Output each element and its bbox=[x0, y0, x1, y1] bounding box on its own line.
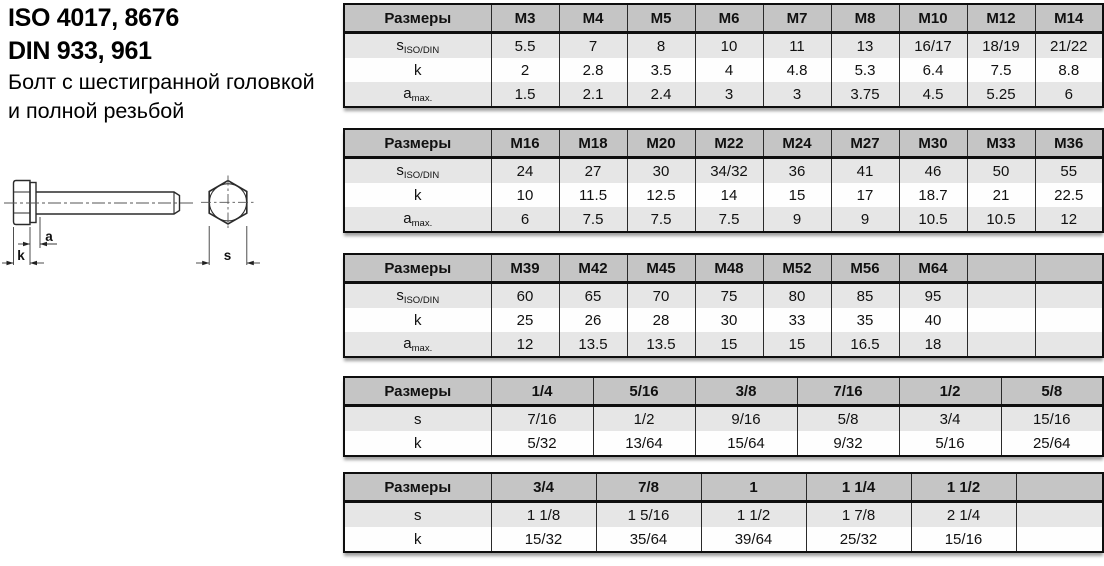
row-label-cell bbox=[344, 308, 491, 332]
table-row bbox=[344, 58, 1103, 82]
value-cell: 9 bbox=[831, 207, 899, 232]
value-cell: 11.5 bbox=[559, 183, 627, 207]
table-row bbox=[344, 183, 1103, 207]
row-label-cell bbox=[344, 33, 491, 59]
value-cell: 3 bbox=[695, 82, 763, 107]
value-cell: 40 bbox=[899, 308, 967, 332]
value-cell: 85 bbox=[831, 283, 899, 309]
row-label-cell bbox=[344, 207, 491, 232]
value-cell: 36 bbox=[763, 158, 831, 184]
thread-size-header-cell: M36 bbox=[1035, 129, 1103, 158]
value-cell: 13 bbox=[831, 33, 899, 59]
value-cell: 3.75 bbox=[831, 82, 899, 107]
value-cell: 15/64 bbox=[695, 431, 797, 456]
dimension-label-a: a bbox=[45, 229, 53, 244]
value-cell: 10 bbox=[695, 33, 763, 59]
value-cell: 8.8 bbox=[1035, 58, 1103, 82]
value-cell bbox=[1035, 283, 1103, 309]
thread-size-header-cell: M42 bbox=[559, 254, 627, 283]
value-cell: 65 bbox=[559, 283, 627, 309]
row-label-cell bbox=[344, 158, 491, 184]
value-cell: 2 bbox=[491, 58, 559, 82]
din-standard-title: DIN 933, 961 bbox=[8, 37, 152, 65]
thread-size-header-cell: 1/4 bbox=[491, 377, 593, 406]
value-cell: 34/32 bbox=[695, 158, 763, 184]
table-row bbox=[344, 158, 1103, 184]
row-label-cell bbox=[344, 527, 491, 552]
table-row bbox=[344, 502, 1103, 528]
dimension-label-s: s bbox=[223, 248, 232, 263]
table-row bbox=[344, 527, 1103, 552]
value-cell: 14 bbox=[695, 183, 763, 207]
table-row bbox=[344, 332, 1103, 357]
dimension-tables bbox=[343, 0, 1104, 566]
thread-size-header-cell: M3 bbox=[491, 4, 559, 33]
thread-size-header-cell: M45 bbox=[627, 254, 695, 283]
thread-size-header-cell: M18 bbox=[559, 129, 627, 158]
row-label: k bbox=[414, 61, 422, 79]
dimension-lines bbox=[2, 217, 260, 265]
description-line-1: Болт с шестигранной головкой bbox=[8, 70, 315, 94]
value-cell: 6 bbox=[1035, 82, 1103, 107]
size-header-cell: Размеры bbox=[344, 129, 491, 158]
value-cell: 50 bbox=[967, 158, 1035, 184]
row-label: a bbox=[403, 209, 412, 227]
row-label-cell bbox=[344, 82, 491, 107]
value-cell: 75 bbox=[695, 283, 763, 309]
table-row bbox=[344, 207, 1103, 232]
bolt-side-view bbox=[14, 181, 180, 225]
thread-size-header-cell bbox=[967, 254, 1035, 283]
value-cell bbox=[967, 283, 1035, 309]
value-cell: 3.5 bbox=[627, 58, 695, 82]
value-cell: 3 bbox=[763, 82, 831, 107]
value-cell: 25/64 bbox=[1001, 431, 1103, 456]
value-cell: 1.5 bbox=[491, 82, 559, 107]
row-label-subscript: max. bbox=[411, 92, 433, 104]
metric-table-m16-m36 bbox=[343, 128, 1104, 233]
value-cell: 15 bbox=[695, 332, 763, 357]
row-label-subscript: ISO/DIN bbox=[403, 44, 440, 56]
thread-size-header-cell: M52 bbox=[763, 254, 831, 283]
thread-size-header-cell: M30 bbox=[899, 129, 967, 158]
thread-size-header-cell: M27 bbox=[831, 129, 899, 158]
thread-size-header-cell: 1 bbox=[701, 473, 806, 502]
value-cell: 5/16 bbox=[899, 431, 1001, 456]
value-cell: 11 bbox=[763, 33, 831, 59]
inch-table-large-sizes bbox=[343, 472, 1104, 553]
value-cell bbox=[967, 332, 1035, 357]
row-label: s bbox=[396, 36, 404, 54]
value-cell: 9/32 bbox=[797, 431, 899, 456]
table-header-row bbox=[344, 254, 1103, 283]
size-header-cell: Размеры bbox=[344, 377, 491, 406]
size-header-cell: Размеры bbox=[344, 254, 491, 283]
value-cell: 4 bbox=[695, 58, 763, 82]
thread-size-header-cell: M20 bbox=[627, 129, 695, 158]
value-cell: 4.8 bbox=[763, 58, 831, 82]
size-header-cell: Размеры bbox=[344, 4, 491, 33]
value-cell: 12 bbox=[1035, 207, 1103, 232]
value-cell: 9/16 bbox=[695, 406, 797, 432]
thread-size-header-cell: M48 bbox=[695, 254, 763, 283]
value-cell: 18 bbox=[899, 332, 967, 357]
value-cell: 1 1/8 bbox=[491, 502, 596, 528]
value-cell bbox=[1016, 502, 1103, 528]
row-label-subscript: max. bbox=[411, 217, 433, 229]
thread-size-header-cell: 3/8 bbox=[695, 377, 797, 406]
value-cell: 7.5 bbox=[967, 58, 1035, 82]
value-cell: 1 1/2 bbox=[701, 502, 806, 528]
value-cell: 10.5 bbox=[967, 207, 1035, 232]
table-row bbox=[344, 283, 1103, 309]
value-cell: 7.5 bbox=[695, 207, 763, 232]
value-cell: 27 bbox=[559, 158, 627, 184]
thread-size-header-cell: 7/8 bbox=[596, 473, 701, 502]
thread-size-header-cell: M14 bbox=[1035, 4, 1103, 33]
thread-size-header-cell: 1 1/4 bbox=[806, 473, 911, 502]
value-cell: 1 7/8 bbox=[806, 502, 911, 528]
thread-size-header-cell: M33 bbox=[967, 129, 1035, 158]
value-cell: 5/8 bbox=[797, 406, 899, 432]
row-label: s bbox=[396, 286, 404, 304]
iso-standard-title: ISO 4017, 8676 bbox=[8, 4, 179, 32]
value-cell: 1 5/16 bbox=[596, 502, 701, 528]
value-cell: 22.5 bbox=[1035, 183, 1103, 207]
dimension-label-k: k bbox=[17, 248, 25, 263]
value-cell: 15/16 bbox=[911, 527, 1016, 552]
value-cell: 35 bbox=[831, 308, 899, 332]
description-line-2: и полной резьбой bbox=[8, 99, 185, 123]
value-cell: 15/16 bbox=[1001, 406, 1103, 432]
thread-size-header-cell: 5/16 bbox=[593, 377, 695, 406]
value-cell: 4.5 bbox=[899, 82, 967, 107]
value-cell: 15 bbox=[763, 332, 831, 357]
value-cell: 41 bbox=[831, 158, 899, 184]
value-cell: 13.5 bbox=[559, 332, 627, 357]
row-label-cell bbox=[344, 431, 491, 456]
row-label-cell bbox=[344, 502, 491, 528]
title-block bbox=[8, 2, 315, 126]
value-cell: 95 bbox=[899, 283, 967, 309]
value-cell: 17 bbox=[831, 183, 899, 207]
thread-size-header-cell: M64 bbox=[899, 254, 967, 283]
value-cell: 21/22 bbox=[1035, 33, 1103, 59]
value-cell: 39/64 bbox=[701, 527, 806, 552]
value-cell: 5.3 bbox=[831, 58, 899, 82]
value-cell: 7.5 bbox=[627, 207, 695, 232]
value-cell: 1/2 bbox=[593, 406, 695, 432]
value-cell: 8 bbox=[627, 33, 695, 59]
thread-size-header-cell: M16 bbox=[491, 129, 559, 158]
row-label: k bbox=[414, 434, 422, 452]
bolt-technical-drawing bbox=[0, 160, 300, 340]
row-label: s bbox=[396, 161, 404, 179]
value-cell: 15 bbox=[763, 183, 831, 207]
thread-size-header-cell: 1/2 bbox=[899, 377, 1001, 406]
value-cell: 13.5 bbox=[627, 332, 695, 357]
value-cell bbox=[1035, 308, 1103, 332]
value-cell: 18.7 bbox=[899, 183, 967, 207]
value-cell: 12 bbox=[491, 332, 559, 357]
value-cell: 21 bbox=[967, 183, 1035, 207]
thread-size-header-cell bbox=[1035, 254, 1103, 283]
thread-size-header-cell: 5/8 bbox=[1001, 377, 1103, 406]
row-label-subscript: max. bbox=[411, 342, 433, 354]
value-cell: 6.4 bbox=[899, 58, 967, 82]
value-cell: 18/19 bbox=[967, 33, 1035, 59]
table-row bbox=[344, 308, 1103, 332]
thread-size-header-cell: M5 bbox=[627, 4, 695, 33]
thread-size-header-cell: M56 bbox=[831, 254, 899, 283]
thread-size-header-cell: M24 bbox=[763, 129, 831, 158]
row-label-cell bbox=[344, 283, 491, 309]
value-cell: 2.4 bbox=[627, 82, 695, 107]
value-cell: 35/64 bbox=[596, 527, 701, 552]
value-cell: 55 bbox=[1035, 158, 1103, 184]
thread-size-header-cell: M7 bbox=[763, 4, 831, 33]
thread-size-header-cell: M12 bbox=[967, 4, 1035, 33]
value-cell bbox=[1035, 332, 1103, 357]
row-label: s bbox=[414, 506, 422, 524]
thread-size-header-cell: M39 bbox=[491, 254, 559, 283]
row-label: a bbox=[403, 334, 412, 352]
value-cell: 26 bbox=[559, 308, 627, 332]
thread-size-header-cell: 7/16 bbox=[797, 377, 899, 406]
row-label-cell bbox=[344, 332, 491, 357]
metric-table-m3-m14 bbox=[343, 3, 1104, 108]
inch-table-small-sizes bbox=[343, 376, 1104, 457]
table-row bbox=[344, 431, 1103, 456]
thread-size-header-cell: 3/4 bbox=[491, 473, 596, 502]
value-cell: 7/16 bbox=[491, 406, 593, 432]
value-cell: 5.5 bbox=[491, 33, 559, 59]
value-cell: 16/17 bbox=[899, 33, 967, 59]
dimension-arrowheads bbox=[7, 242, 254, 265]
value-cell: 10 bbox=[491, 183, 559, 207]
row-label-subscript: ISO/DIN bbox=[403, 294, 440, 306]
value-cell: 25/32 bbox=[806, 527, 911, 552]
table-row bbox=[344, 406, 1103, 432]
value-cell: 5.25 bbox=[967, 82, 1035, 107]
thread-size-header-cell: M4 bbox=[559, 4, 627, 33]
value-cell: 30 bbox=[695, 308, 763, 332]
size-header-cell: Размеры bbox=[344, 473, 491, 502]
value-cell: 6 bbox=[491, 207, 559, 232]
value-cell: 46 bbox=[899, 158, 967, 184]
thread-size-header-cell: M6 bbox=[695, 4, 763, 33]
row-label-cell bbox=[344, 183, 491, 207]
thread-size-header-cell: 1 1/2 bbox=[911, 473, 1016, 502]
table-header-row bbox=[344, 4, 1103, 33]
row-label: a bbox=[403, 84, 412, 102]
value-cell: 3/4 bbox=[899, 406, 1001, 432]
value-cell: 60 bbox=[491, 283, 559, 309]
thread-size-header-cell: M22 bbox=[695, 129, 763, 158]
value-cell: 10.5 bbox=[899, 207, 967, 232]
table-header-row bbox=[344, 473, 1103, 502]
row-label-cell bbox=[344, 58, 491, 82]
value-cell: 16.5 bbox=[831, 332, 899, 357]
value-cell bbox=[967, 308, 1035, 332]
row-label: k bbox=[414, 311, 422, 329]
value-cell: 7 bbox=[559, 33, 627, 59]
row-label-subscript: ISO/DIN bbox=[403, 169, 440, 181]
thread-size-header-cell: M10 bbox=[899, 4, 967, 33]
value-cell: 9 bbox=[763, 207, 831, 232]
value-cell: 13/64 bbox=[593, 431, 695, 456]
value-cell: 33 bbox=[763, 308, 831, 332]
row-label: k bbox=[414, 530, 422, 548]
thread-size-header-cell bbox=[1016, 473, 1103, 502]
value-cell: 24 bbox=[491, 158, 559, 184]
value-cell: 12.5 bbox=[627, 183, 695, 207]
value-cell: 5/32 bbox=[491, 431, 593, 456]
bolt-head-outline bbox=[14, 181, 31, 225]
value-cell: 7.5 bbox=[559, 207, 627, 232]
thread-size-header-cell: M8 bbox=[831, 4, 899, 33]
value-cell: 25 bbox=[491, 308, 559, 332]
value-cell: 30 bbox=[627, 158, 695, 184]
row-label-cell bbox=[344, 406, 491, 432]
table-row bbox=[344, 82, 1103, 107]
value-cell: 15/32 bbox=[491, 527, 596, 552]
row-label: s bbox=[414, 410, 422, 428]
table-header-row bbox=[344, 377, 1103, 406]
table-header-row bbox=[344, 129, 1103, 158]
value-cell: 70 bbox=[627, 283, 695, 309]
value-cell: 2 1/4 bbox=[911, 502, 1016, 528]
table-row bbox=[344, 33, 1103, 59]
value-cell bbox=[1016, 527, 1103, 552]
value-cell: 2.1 bbox=[559, 82, 627, 107]
row-label: k bbox=[414, 186, 422, 204]
value-cell: 28 bbox=[627, 308, 695, 332]
value-cell: 80 bbox=[763, 283, 831, 309]
metric-table-m39-m64 bbox=[343, 253, 1104, 358]
value-cell: 2.8 bbox=[559, 58, 627, 82]
bolt-washer-face bbox=[30, 183, 36, 223]
